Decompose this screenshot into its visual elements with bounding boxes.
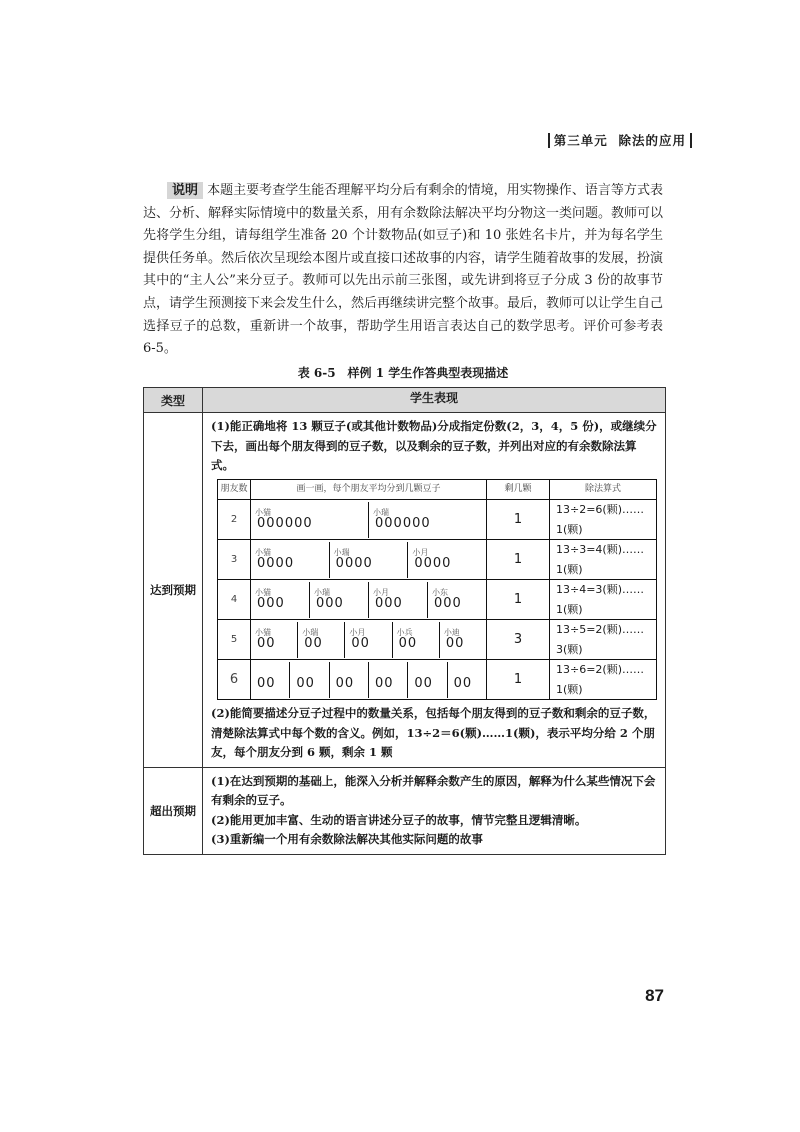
header-type: 类型 bbox=[144, 388, 203, 413]
ws-friend-box bbox=[448, 662, 486, 698]
ws-friend-box bbox=[251, 542, 330, 578]
ws-beans: 00 bbox=[414, 676, 433, 691]
ws-header-draw: 画一画，每个朋友平均分到几颗豆子 bbox=[251, 479, 487, 500]
ws-friend-name: 小月 bbox=[349, 627, 366, 637]
ws-bean-drawing bbox=[251, 540, 487, 580]
type-meets-expectation: 达到预期 bbox=[144, 413, 203, 768]
ws-bean-drawing bbox=[251, 660, 487, 700]
ws-equation: 13÷5=2(颗)……3(颗) bbox=[550, 620, 657, 660]
ws-beans: 00 bbox=[453, 676, 473, 691]
ws-friend-count: 4 bbox=[218, 580, 251, 620]
ws-friend-box bbox=[369, 582, 428, 618]
running-header bbox=[544, 131, 696, 149]
meets-item-1: (1)能正确地将 13 颗豆子(或其他计数物品)分成指定份数(2，3，4，5 份)，或继续分下去，画出每个朋友得到的豆子数，以及剩余的豆子数，并列出对应的有余数除法算式。 bbox=[211, 419, 657, 472]
header-bar-right bbox=[690, 133, 692, 148]
ws-friend-name: 小猫 bbox=[255, 627, 271, 637]
ws-friend-box bbox=[408, 662, 447, 698]
ws-bean-drawing bbox=[251, 580, 487, 620]
ws-friend-name: 小月 bbox=[412, 547, 429, 557]
ws-equation: 13÷2=6(颗)……1(颗) bbox=[550, 500, 657, 540]
page-number: 87 bbox=[645, 986, 664, 1005]
ws-friend-name: 小瑞 bbox=[333, 547, 350, 557]
header-unit: 第三单元 bbox=[553, 133, 608, 148]
ws-friend-box bbox=[393, 622, 440, 658]
note-text: 本题主要考查学生能否理解平均分后有剩余的情境，用实物操作、语言等方式表达、分析、解释实际情境中的数量关系，用有余数除法解决平均分物这一类问题。教师可以先将学生分组，请每组学生准备 20 个计数物品(如豆子)和 10 张姓名卡片，并为每名学生提供任务单。然后依次呈现绘本图片或直接口述故事的内容，请学生随着故事的发展，扮演其中的“主人公”来分豆子。教师可以先出示前三张图，或先讲到将豆子分成 3 份的故事节点，请学生预测接下来会发生什么，然后再继续讲完整个故事。最后，教师可以让学生自己选择豆子的总数，重新讲一个故事，帮助学生用语言表达自己的数学思考。评价可参考表 6-5。 bbox=[143, 183, 664, 357]
ws-remainder: 3 bbox=[487, 620, 550, 660]
ws-friend-name: 小瑞 bbox=[373, 507, 389, 517]
ws-remainder: 1 bbox=[487, 540, 550, 580]
ws-friend-name: 小月 bbox=[373, 587, 389, 597]
ws-friend-box bbox=[298, 622, 345, 658]
table-caption: 表 6-5 样例 1 学生作答典型表现描述 bbox=[297, 366, 509, 380]
ws-friend-count: 2 bbox=[218, 500, 251, 540]
ws-beans: 00 bbox=[257, 676, 276, 691]
ws-friend-count: 3 bbox=[218, 540, 251, 580]
ws-remainder: 1 bbox=[487, 580, 550, 620]
ws-beans: 00 bbox=[398, 636, 418, 651]
ws-beans: 00 bbox=[335, 676, 355, 691]
ws-beans: 000 bbox=[316, 596, 344, 611]
ws-beans: 000 bbox=[257, 596, 285, 611]
ws-beans: 00 bbox=[257, 636, 276, 651]
ws-beans: 0000 bbox=[335, 556, 373, 571]
ws-beans: 00 bbox=[296, 676, 315, 691]
ws-equation: 13÷4=3(颗)……1(颗) bbox=[550, 580, 657, 620]
ws-friend-count: 6 bbox=[218, 660, 251, 700]
ws-friend-box bbox=[251, 502, 369, 538]
worksheet-row bbox=[218, 580, 657, 620]
ws-beans: 0000 bbox=[414, 556, 452, 571]
note-tag: 说明 bbox=[167, 182, 203, 199]
exceeds-item-1: (1)在达到预期的基础上，能深入分析并解释余数产生的原因，解释为什么某些情况下会有剩余的豆子。 bbox=[211, 773, 656, 807]
header-bar-left bbox=[548, 133, 550, 148]
ws-friend-box bbox=[428, 582, 486, 618]
header-performance: 学生表现 bbox=[203, 388, 666, 413]
ws-beans: 00 bbox=[445, 636, 465, 651]
worksheet-table bbox=[217, 479, 657, 701]
worksheet-row bbox=[218, 500, 657, 540]
ws-friend-name: 小迪 bbox=[443, 627, 460, 637]
ws-friend-box bbox=[369, 662, 408, 698]
ws-friend-box bbox=[408, 542, 486, 578]
ws-header-equation: 除法算式 bbox=[550, 479, 657, 500]
ws-friend-name: 小瑞 bbox=[314, 587, 330, 597]
ws-remainder: 1 bbox=[487, 660, 550, 700]
ws-bean-drawing bbox=[251, 620, 487, 660]
ws-beans: 000000 bbox=[257, 516, 313, 531]
worksheet-row bbox=[218, 620, 657, 660]
type-exceeds-expectation: 超出预期 bbox=[144, 767, 203, 854]
ws-friend-box bbox=[310, 582, 369, 618]
ws-friend-box bbox=[290, 662, 329, 698]
performance-table bbox=[143, 387, 666, 855]
ws-header-count: 朋友数 bbox=[218, 479, 251, 500]
ws-friend-count: 5 bbox=[218, 620, 251, 660]
ws-friend-name: 小瑞 bbox=[302, 627, 319, 637]
ws-friend-name: 小兵 bbox=[396, 627, 413, 637]
exceeds-item-3: (3)重新编一个用有余数除法解决其他实际问题的故事 bbox=[211, 832, 483, 846]
ws-friend-box bbox=[251, 582, 310, 618]
ws-beans: 00 bbox=[374, 676, 394, 691]
ws-friend-box bbox=[251, 662, 290, 698]
ws-beans: 00 bbox=[304, 636, 323, 651]
performance-meets bbox=[203, 413, 666, 768]
ws-friend-name: 小东 bbox=[432, 587, 448, 597]
ws-equation: 13÷6=2(颗)……1(颗) bbox=[550, 660, 657, 700]
ws-remainder: 1 bbox=[487, 500, 550, 540]
ws-friend-box bbox=[345, 622, 392, 658]
ws-friend-name: 小猫 bbox=[255, 587, 271, 597]
worksheet-row bbox=[218, 660, 657, 700]
note-paragraph bbox=[143, 180, 663, 361]
ws-beans: 000 bbox=[434, 596, 462, 611]
meets-item-2: (2)能简要描述分豆子过程中的数量关系，包括每个朋友得到的豆子数和剩余的豆子数，清楚除法算式中每个数的含义。例如，13÷2＝6(颗)……1(颗)，表示平均分给 2 个朋友，每个朋友分到 6 颗，剩余 1 颗 bbox=[211, 706, 656, 759]
ws-friend-box bbox=[369, 502, 486, 538]
ws-friend-name: 小猫 bbox=[255, 547, 271, 557]
ws-header-remainder: 剩几颗 bbox=[487, 479, 550, 500]
ws-friend-box bbox=[330, 662, 369, 698]
ws-bean-drawing bbox=[251, 500, 487, 540]
ws-beans: 00 bbox=[351, 636, 370, 651]
ws-equation: 13÷3=4(颗)……1(颗) bbox=[550, 540, 657, 580]
ws-friend-box bbox=[440, 622, 486, 658]
student-worksheet bbox=[211, 476, 657, 705]
ws-friend-name: 小猫 bbox=[255, 507, 271, 517]
worksheet-row bbox=[218, 540, 657, 580]
ws-friend-box bbox=[251, 622, 298, 658]
ws-beans: 0000 bbox=[257, 556, 295, 571]
ws-beans: 000 bbox=[375, 596, 403, 611]
exceeds-item-2: (2)能用更加丰富、生动的语言讲述分豆子的故事，情节完整且逻辑清晰。 bbox=[211, 812, 587, 827]
ws-friend-box bbox=[330, 542, 409, 578]
header-title: 除法的应用 bbox=[618, 133, 686, 148]
ws-beans: 000000 bbox=[375, 516, 431, 531]
performance-exceeds bbox=[203, 767, 666, 854]
